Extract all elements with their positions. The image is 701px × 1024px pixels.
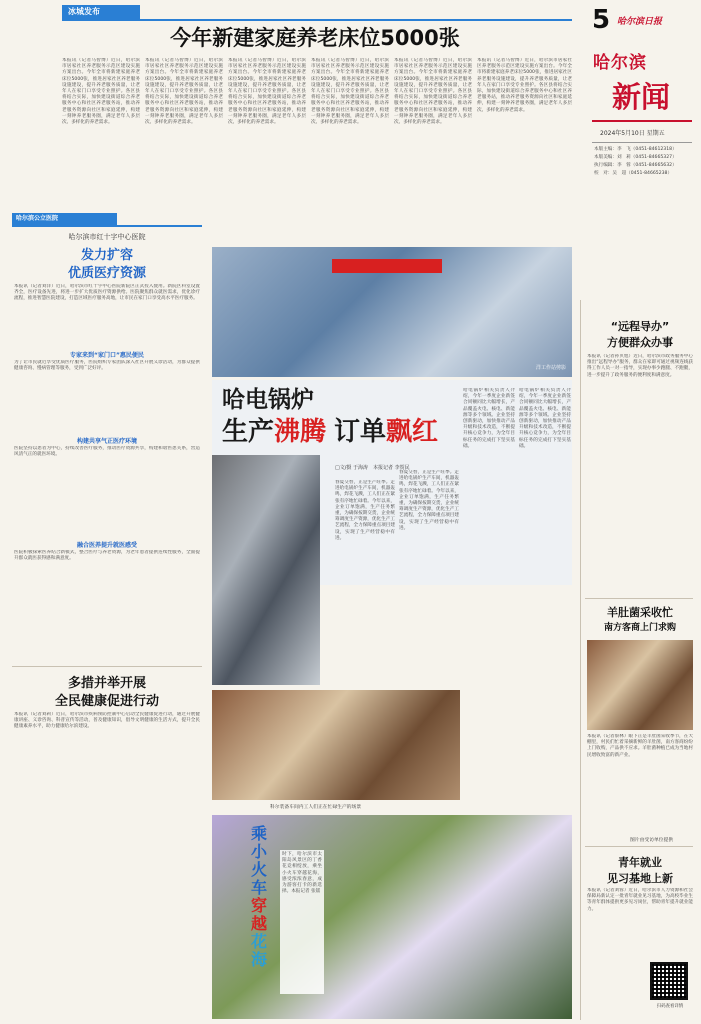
youth-headline-2: 见习基地上新 — [607, 872, 673, 885]
issue-date: 2024年5月10日 星期五 — [600, 130, 665, 137]
right-divider-1 — [585, 598, 693, 599]
feature-headline-2-d: 飘红 — [386, 417, 439, 447]
health-body: 本报讯（记者刘莉）近日，哈尔滨市疾病预防控制中心启动全民健康促进行动，通过开展健康讲座、义诊咨询、科普宣传等活动，普及健康知识，倡导文明健康的生活方式，提升全民健康素养水平，助力健康哈尔滨建设。 — [14, 712, 200, 730]
editor-credit-3: 执行编辑：李 蓉（0451-84665632） — [594, 163, 677, 168]
photo-caption-1: 洋工作站剪影 — [535, 365, 566, 371]
editor-credit-2: 本版美编：刘 莉（0451-84665327） — [594, 155, 677, 160]
top-story-body-col-3: 本报讯（记者马智博）近日，哈尔滨市居家社区养老服务示范区建设实施方案出台。今年全市将新建家庭养老床位5000张，推进居家社区养老服务设施建设，提升养老服务质量，让老年人在家门口享受专业照护。各区县将结合实际，加快建设街道综合养老服务中心和社区养老服务站，推动养老服务资源向社区和家庭延伸，构建一刻钟养老服务圈，满足老年人多层次、多样化的养老需求。 — [228, 58, 306, 126]
hospital-headline-1: 发力扩容 — [80, 248, 133, 263]
top-story-body-col-1: 本报讯（记者马智博）近日，哈尔滨市居家社区养老服务示范区建设实施方案出台。今年全市将新建家庭养老床位5000张，推进居家社区养老服务设施建设，提升养老服务质量，让老年人在家门口享受专业照护。各区县将结合实际，加快建设街道综合养老服务中心和社区养老服务站，推动养老服务资源向社区和家庭延伸，构建一刻钟养老服务圈，满足老年人多层次、多样化的养老需求。 — [62, 58, 140, 126]
boiler-photo — [212, 455, 320, 685]
sub-body-1: 为了让市民就近享受优质医疗服务，医院组织专家团队深入社区开展义诊活动，为群众提供健康咨询、慢病管理等服务，受到广泛好评。 — [14, 360, 200, 372]
train-headline-4: 花海 — [250, 932, 267, 969]
top-story-body-col-2: 本报讯（记者马智博）近日，哈尔滨市居家社区养老服务示范区建设实施方案出台。今年全市将新建家庭养老床位5000张，推进居家社区养老服务设施建设，提升养老服务质量，让老年人在家门口享受专业照护。各区县将结合实际，加快建设街道综合养老服务中心和社区养老服务站，推动养老服务资源向社区和家庭延伸，构建一刻钟养老服务圈，满足老年人多层次、多样化的养老需求。 — [145, 58, 223, 126]
right-divider-2 — [585, 846, 693, 847]
mushroom-headline-2: 南方客商上门求购 — [603, 623, 676, 633]
masthead-accent — [592, 120, 692, 122]
train-headline-3: 穿越 — [250, 896, 267, 933]
feature-body-right-2: 哈电锅炉相关负责人介绍，今年一季度企业新签合同额同比大幅增长，产品覆盖火电、核电、新能源等多个领域。企业坚持创新驱动，加快推动产品升级和技术改造，不断提升核心竞争力，为全年目标任务的完成打下坚实基础。 — [519, 388, 571, 449]
feature-headline-1: 哈电锅炉 — [222, 387, 314, 413]
sub-heading-1: 专家来到“家门口”惠民便民 — [70, 352, 144, 359]
masthead-rule — [592, 142, 692, 143]
health-headline-2: 全民健康促进行动 — [54, 694, 159, 709]
photo-caption-2: 科尔装备车间内工人们正在忙碌生产的场景 — [270, 805, 362, 810]
mushroom-body: 本报讯（记者蔡林）眼下正是羊肚菌采收季节，在大棚里，村民们忙着采摘新鲜的羊肚菌，南方客商纷纷上门收购，产品供不应求。羊肚菌种植已成为当地村民增收致富的新产业。 — [587, 734, 693, 758]
sub-body-2: 医院坚持以患者为中心，持续改善医疗服务，推动医疗资源共享，构建和谐医患关系，营造风清气正的就医环境。 — [14, 446, 200, 458]
left-band-stripe — [12, 225, 202, 227]
feature-body-left-1: 春夏交替，正是生产旺季。走进哈电锅炉生产车间，机器轰鸣，焊花飞溅，工人们正在紧张有序地忙碌着。今年以来，企业订单饱满，生产任务繁重，为确保按期交货，企业统筹调度生产资源，优化生产工艺流程，全力保障重点项目建设，实现了生产经营稳中有进。 — [335, 480, 395, 541]
train-caption: 时下，哈尔滨市太阳岛风景区的丁香花竞相绽放，乘坐小火车穿越花海，感受浓浓春意，成为游客打卡的新选择。本报记者 张镭 — [280, 850, 324, 994]
top-story-rule — [62, 19, 572, 21]
sub-body-3: 医院积极探索医养结合新模式，整合医疗与养老资源，为老年患者提供连续性服务，全面提升群众就医获得感和满意度。 — [14, 550, 200, 562]
feature-headline-2-c: 订单 — [334, 417, 387, 447]
left-band: 哈尔滨公立医院 — [12, 213, 117, 225]
feature-headline-2 — [222, 416, 438, 448]
left-divider — [12, 666, 202, 667]
sub-heading-3: 融合医养提升就医感受 — [76, 542, 137, 549]
factory-photo — [212, 690, 460, 800]
mushroom-headline-1: 羊肚菌采收忙 — [607, 606, 673, 619]
page-number: 5 — [592, 5, 611, 35]
section-tag: 冰城发布 — [62, 5, 140, 19]
feature-headline-2-a: 生产 — [222, 417, 275, 447]
right-divider-top — [580, 300, 581, 1020]
qr-caption: 扫码查看详情 — [656, 1004, 684, 1009]
top-story-body-col-4: 本报讯（记者马智博）近日，哈尔滨市居家社区养老服务示范区建设实施方案出台。今年全市将新建家庭养老床位5000张，推进居家社区养老服务设施建设，提升养老服务质量，让老年人在家门口享受专业照护。各区县将结合实际，加快建设街道综合养老服务中心和社区养老服务站，推动养老服务资源向社区和家庭延伸，构建一刻钟养老服务圈，满足老年人多层次、多样化的养老需求。 — [311, 58, 389, 126]
train-headline — [247, 825, 271, 969]
train-headline-1: 乘 — [250, 824, 267, 843]
guide-headline-1: “远程导办” — [610, 320, 670, 333]
feature-headline-2-b: 沸腾 — [274, 417, 327, 447]
guide-body: 本报讯（记者孙贝旭）近日，哈尔滨市政务服务中心推出“远程导办”服务，群众在家即可通过视频连线获得工作人员一对一指导，实现办事少跑腿、不跑腿，进一步提升了政务服务的便利度和满意度。 — [587, 354, 693, 378]
youth-headline-1: 青年就业 — [618, 856, 662, 869]
workshop-banner — [332, 259, 442, 273]
sub-heading-2: 构建共享气正医疗环境 — [76, 438, 137, 445]
train-headline-2: 小火车 — [250, 842, 267, 897]
feature-body-right-1: 哈电锅炉相关负责人介绍，今年一季度企业新签合同额同比大幅增长，产品覆盖火电、核电、新能源等多个领域。企业坚持创新驱动，加快推动产品升级和技术改造，不断提升核心竞争力，为全年目标任务的完成打下坚实基础。 — [463, 388, 515, 449]
top-story-body-col-6: 本报讯（记者马智博）近日，哈尔滨市居家社区养老服务示范区建设实施方案出台。今年全市将新建家庭养老床位5000张，推进居家社区养老服务设施建设，提升养老服务质量，让老年人在家门口享受专业照护。各区县将结合实际，加快建设街道综合养老服务中心和社区养老服务站，推动养老服务资源向社区和家庭延伸，构建一刻钟养老服务圈，满足老年人多层次、多样化的养老需求。 — [477, 58, 572, 113]
workshop-photo — [212, 247, 572, 377]
editor-credit-1: 本版主编：李 飞（0451-84612318） — [594, 147, 677, 152]
mushroom-photo — [587, 640, 693, 730]
feature-byline: □文/摄 于海涛 本报记者 李贺民 — [335, 465, 410, 471]
editor-credit-4: 校 对：吴 超（0451-84665238） — [594, 171, 673, 176]
section-title-harbin: 哈尔滨 — [593, 53, 647, 73]
health-headline-1: 多措并举开展 — [67, 676, 146, 691]
guide-headline-2: 方便群众办事 — [607, 336, 673, 349]
hospital-org: 哈尔滨市红十字中心医院 — [68, 233, 146, 241]
top-story-headline: 今年新建家庭养老床位5000张 — [170, 26, 460, 50]
qr-code[interactable] — [650, 962, 688, 1000]
hospital-headline-2: 优质医疗资源 — [67, 266, 146, 281]
top-story-body-col-5: 本报讯（记者马智博）近日，哈尔滨市居家社区养老服务示范区建设实施方案出台。今年全市将新建家庭养老床位5000张，推进居家社区养老服务设施建设，提升养老服务质量，让老年人在家门口享受专业照护。各区县将结合实际，加快建设街道综合养老服务中心和社区养老服务站，推动养老服务资源向社区和家庭延伸，构建一刻钟养老服务圈，满足老年人多层次、多样化的养老需求。 — [394, 58, 472, 126]
mushroom-caption: 图片由受访单位提供 — [630, 838, 674, 843]
feature-body-left-2: 春夏交替，正是生产旺季。走进哈电锅炉生产车间，机器轰鸣，焊花飞溅，工人们正在紧张有序地忙碌着。今年以来，企业订单饱满，生产任务繁重，为确保按期交货，企业统筹调度生产资源，优化生产工艺流程，全力保障重点项目建设，实现了生产经营稳中有进。 — [399, 470, 459, 531]
section-title-news: 新闻 — [612, 80, 671, 114]
hospital-body-a: 本报讯（记者刘洋）近日，哈尔滨市红十字中心医院新院区正式投入使用。新院区科室设置齐全，医疗设备先进，将进一步扩大优质医疗资源供给。医院聚焦群众就医需求，优化诊疗流程，推进智慧医院建设，打造区域医疗服务高地，让市民在家门口享受高水平医疗服务。 — [14, 284, 200, 302]
paper-name-logo: 哈尔滨日报 — [617, 17, 663, 27]
youth-body: 本报讯（记者刘蓉）近日，哈尔滨市人力资源和社会保障局新认定一批青年就业见习基地，为高校毕业生等青年群体提供更多见习岗位，帮助青年提升就业能力。 — [587, 888, 693, 912]
